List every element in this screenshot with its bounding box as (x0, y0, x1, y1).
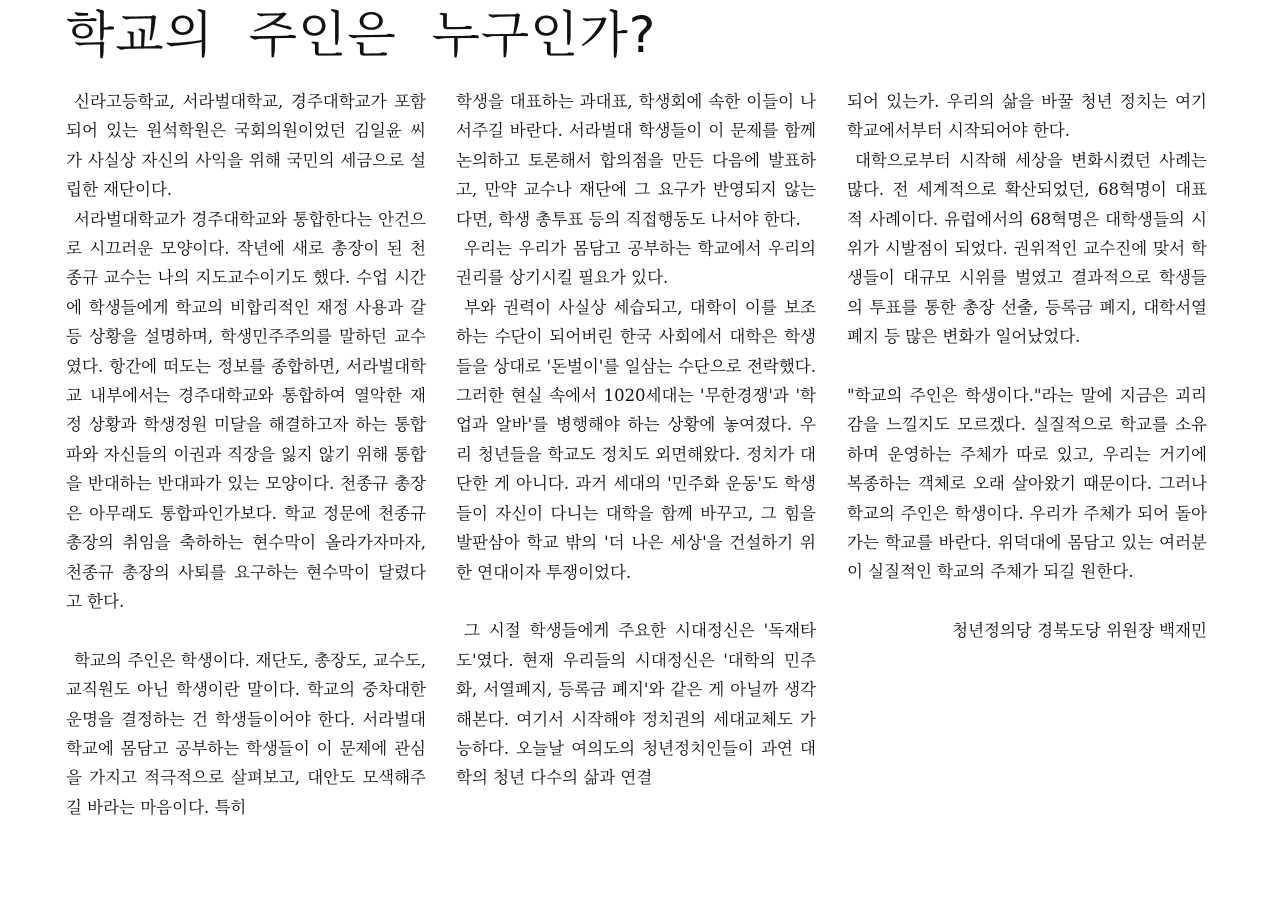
author-signature: 청년정의당 경북도당 위원장 백재민 (952, 621, 1207, 641)
article-column-3 (847, 87, 1207, 646)
paragraph: "학교의 주인은 학생이다."라는 말에 지금은 괴리감을 느낄지도 모르겠다. 실질적으로 학교를 소유하며 운영하는 주체가 따로 있고, 우리는 거기에 복종하는 객체로 오래 살아왔기 때문이다. 그러나 학교의 주인은 학생이다. 우리가 주체가 되어 돌아가는 학교를 바란다. 위덕대에 몸담고 있는 여러분이 실질적인 학교의 주체가 되길 원한다. (847, 386, 1207, 582)
paragraph: 우리는 우리가 몸담고 공부하는 학교에서 우리의 권리를 상기시킬 필요가 있다. (456, 239, 816, 288)
paragraph: 부와 권력이 사실상 세습되고, 대학이 이를 보조하는 수단이 되어버린 한국 사회에서 대학은 학생들을 상대로 '돈벌이'를 일삼는 수단으로 전락했다. 그러한 현실 속에서 1020세대는 '무한경쟁'과 '학업과 알바'를 병행해야 하는 상황에 놓여졌다. 우리 청년들을 학교도 정치도 외면해왔다. 정치가 대단한 게 아니다. 과거 세대의 '민주화 운동'도 학생들이 자신이 다니는 대학을 함께 바꾸고, 그 힘을 발판삼아 학교 밖의 '더 나은 세상'을 건설하기 위한 연대이자 투쟁이었다. (456, 297, 816, 582)
paragraph: 신라고등학교, 서라벌대학교, 경주대학교가 포함되어 있는 원석학원은 국회의원이었던 김일윤 씨가 사실상 자신의 사익을 위해 국민의 세금으로 설립한 재단이다. (66, 92, 426, 200)
paragraph: 학교의 주인은 학생이다. 재단도, 총장도, 교수도, 교직원도 아닌 학생이란 말이다. 학교의 중차대한 운명을 결정하는 건 학생들이어야 한다. 서라벌대학교에 몸담고 공부하는 학생들이 이 문제에 관심을 가지고 적극적으로 살펴보고, 대안도 모색해주길 바라는 마음이다. 특히 (66, 650, 426, 817)
paragraph: 서라벌대학교가 경주대학교와 통합한다는 안건으로 시끄러운 모양이다. 작년에 새로 총장이 된 천종규 교수는 나의 지도교수이기도 했다. 수업 시간에 학생들에게 학교의 비합리적인 재정 사용과 갈등 상황을 설명하며, 학생민주주의를 말하던 교수였다. 항간에 떠도는 정보를 종합하면, 서라벌대학교 내부에서는 경주대학교와 통합하여 열악한 재정 상황과 학생정원 미달을 해결하고자 하는 통합파와 자신들의 이권과 직장을 잃지 않기 위해 통합을 반대하는 반대파가 있는 모양이다. 천종규 총장은 아무래도 통합파인가보다. 학교 정문에 천종규 총장의 취임을 축하하는 현수막이 올라가자마자, 천종규 총장의 사퇴를 요구하는 현수막이 달렸다고 한다. (66, 209, 426, 611)
article-title: 학교의 주인은 누구인가? (66, 6, 657, 64)
paragraph: 대학으로부터 시작해 세상을 변화시켰던 사례는 많다. 전 세계적으로 확산되었던, 68혁명이 대표적 사례이다. 유럽에서의 68혁명은 대학생들의 시위가 시발점이 되었다. 권위적인 교수진에 맞서 학생들이 대규모 시위를 벌였고 결과적으로 학생들의 투표를 통한 총장 선출, 등록금 폐지, 대학서열 폐지 등 많은 변화가 일어났었다. (847, 150, 1207, 347)
paragraph: 학생을 대표하는 과대표, 학생회에 속한 이들이 나서주길 바란다. 서라벌대 학생들이 이 문제를 함께 논의하고 토론해서 합의점을 만든 다음에 발표하고, 만약 교수나 재단에 그 요구가 반영되지 않는다면, 학생 총투표 등의 직접행동도 나서야 한다. (456, 92, 816, 229)
article-column-2 (456, 87, 816, 793)
paragraph: 그 시절 학생들에게 주요한 시대정신은 '독재타도'였다. 현재 우리들의 시대정신은 '대학의 민주화, 서열폐지, 등록금 폐지'와 같은 게 아닐까 생각해본다. 여기서 시작해야 정치권의 세대교체도 가능하다. 오늘날 여의도의 청년정치인들이 과연 대학의 청년 다수의 삶과 연결 (456, 621, 816, 788)
article-column-1 (66, 87, 426, 822)
paragraph: 되어 있는가. 우리의 삶을 바꿀 청년 정치는 여기 학교에서부터 시작되어야 한다. (847, 92, 1207, 141)
